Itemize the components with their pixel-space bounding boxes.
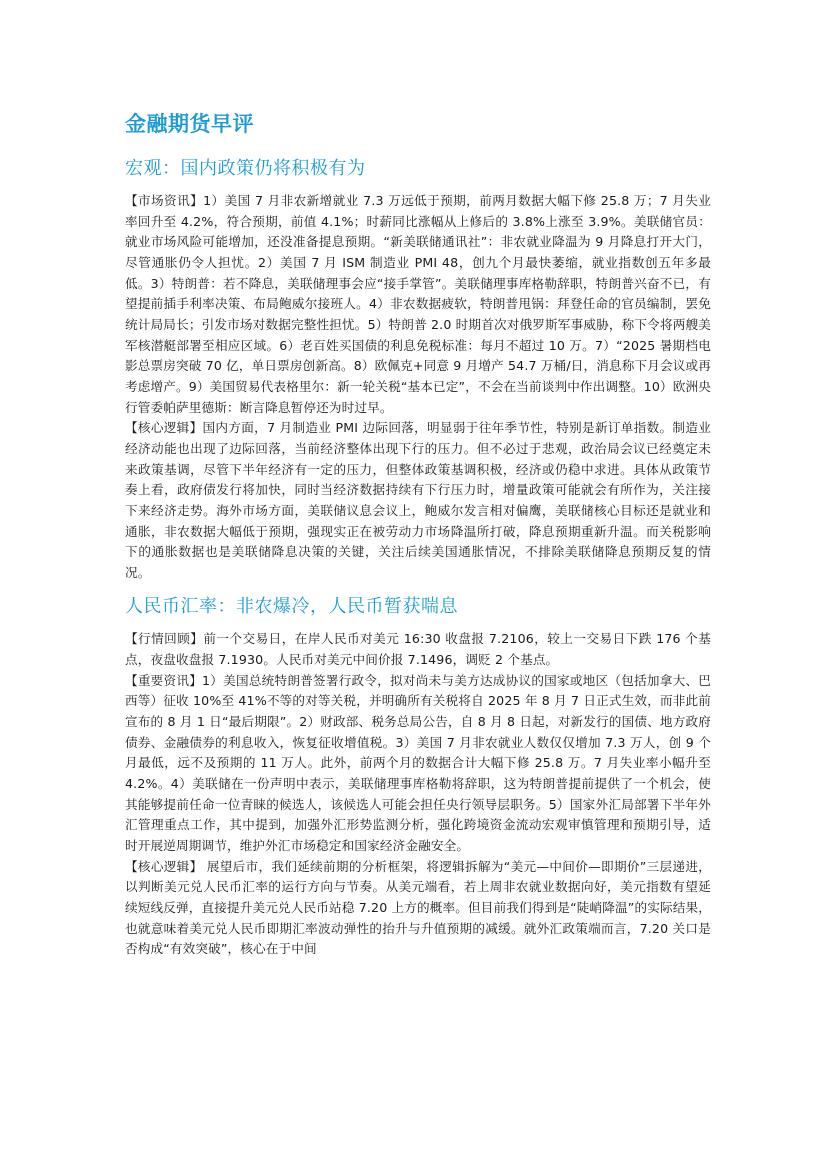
rmb-core-logic-paragraph	[125, 857, 711, 960]
rmb-core-logic-text: 展望后市，我们延续前期的分析框架，将逻辑拆解为“美元—中间价—即期价”三层递进，以判断美元兑人民币汇率的运行方向与节奏。从美元端看，若上周非农就业数据向好，美元指数有望延续短线反弹，直接提升美元兑人民币站稳 7.20 上方的概率。但目前我们得到是“陡峭降温”的实际结果，也就意味着美元兑人民币即期汇率波动弹性的抬升与升值预期的减缓。就外汇政策端而言，7.20 关口是否构成“有效突破”，核心在于中间	[125, 858, 712, 957]
core-logic-text: 国内方面，7 月制造业 PMI 边际回落，明显弱于往年季节性，特别是新订单指数。制造业经济动能也出现了边际回落，当前经济整体出现下行的压力。但不必过于悲观，政治局会议已经奠定未来政策基调，尽管下半年经济有一定的压力，但整体政策基调积极，经济或仍稳中求进。具体从政策节奏上看，政府债发行将加快，同时当经济数据持续有下行压力时，增量政策可能就会有所作为，关注接下来经济走势。海外市场方面，美联储议息会议上，鲍威尔发言相对偏鹰，美联储核心目标还是就业和通胀，非农数据大幅低于预期，强现实正在被劳动力市场降温所打破，降息预期重新升温。而关税影响下的通胀数据也是美联储降息决策的关键，关注后续美国通胀情况，不排除美联储降息预期反复的情况。	[125, 420, 711, 580]
rmb-review-paragraph	[125, 629, 711, 670]
macro-core-logic-paragraph	[125, 418, 711, 583]
document-title: 金融期货早评	[125, 112, 254, 136]
review-text: 前一个交易日，在岸人民币对美元 16:30 收盘报 7.2106，较上一交易日下跌 176 个基点，夜盘收盘报 7.1930。人民币对美元中间价报 7.1496，调贬 2 个基点。	[125, 631, 711, 668]
market-news-text: 1）美国 7 月非农新增就业 7.3 万远低于预期，前两月数据大幅下修 25.8 万；7 月失业率回升至 4.2%，符合预期，前值 4.1%；时薪同比涨幅从上修后的 3.8%上涨至 3.9%。美联储官员：就业市场风险可能增加，还没准备提息预期。“新美联储通讯社”：非农就业降温为 9 月降息打开大门，尽管通胀仍令人担忧。2）美国 7 月 ISM 制造业 PMI 48，创九个月最快萎缩，就业指数创五年多最低。3）特朗普：若不降息，美联储理事会应“接手掌管”。美联储理事库格勒辞职，特朗普兴奋不已，有望提前插手利率决策、布局鲍威尔接班人。4）非农数据疲软，特朗普甩锅：拜登任命的官员编制，罢免统计局局长；引发市场对数据完整性担忧。5）特朗普 2.0 时期首次对俄罗斯军事威胁，称下令将两艘美军核潜艇部署至相应区域。6）老百姓买国债的利息免税标准：每月不超过 10 万。7）“2025 暑期档电影总票房突破 70 亿，单日票房创新高。8）欧佩克+同意 9 月增产 54.7 万桶/日，消息称下月会议或再考虑增产。9）美国贸易代表格里尔：新一轮关税“基本已定”，不会在当前谈判中作出调整。10）欧洲央行管委帕萨里德斯：断言降息暂停还为时过早。	[125, 193, 711, 415]
news-text: 1）美国总统特朗普签署行政令，拟对尚未与美方达成协议的国家或地区（包括加拿大、巴西等）征收 10%至 41%不等的对等关税，并明确所有关税将自 2025 年 8 月 7 日正式生效，而非此前宣布的 8 月 1 日“最后期限”。2）财政部、税务总局公告，自 8 月 8 日起，对新发行的国债、地方政府债券、金融债券的利息收入，恢复征收增值税。3）美国 7 月非农就业人数仅仅增加 7.3 万人，创 9 个月最低，远不及预期的 11 万人。此外，前两个月的数据合计大幅下修 25.8 万。7 月失业率小幅升至 4.2%。4）美联储在一份声明中表示，美联储理事库格勒将辞职，这为特朗普提前提供了一个机会，使其能够提前任命一位青睐的候选人，该候选人可能会担任央行领导层职务。5）国家外汇局部署下半年外汇管理重点工作，其中提到，加强外汇形势监测分析，强化跨境资金流动宏观审慎管理和预期引导，适时开展逆周期调节，维护外汇市场稳定和国家经济金融安全。	[125, 672, 711, 854]
core-logic-tag: 【核心逻辑】	[125, 420, 203, 436]
document-page	[125, 108, 711, 960]
rmb-core-logic-tag: 【核心逻辑】	[125, 858, 203, 874]
news-tag: 【重要资讯】	[125, 672, 203, 688]
macro-market-news-paragraph	[125, 191, 711, 418]
macro-section-title: 宏观：国内政策仍将积极有为	[125, 158, 366, 179]
review-tag: 【行情回顾】	[125, 631, 204, 647]
rmb-section-title: 人民币汇率：非农爆冷，人民币暂获喘息	[125, 596, 458, 618]
rmb-news-paragraph	[125, 671, 711, 857]
market-news-tag: 【市场资讯】	[125, 193, 204, 208]
